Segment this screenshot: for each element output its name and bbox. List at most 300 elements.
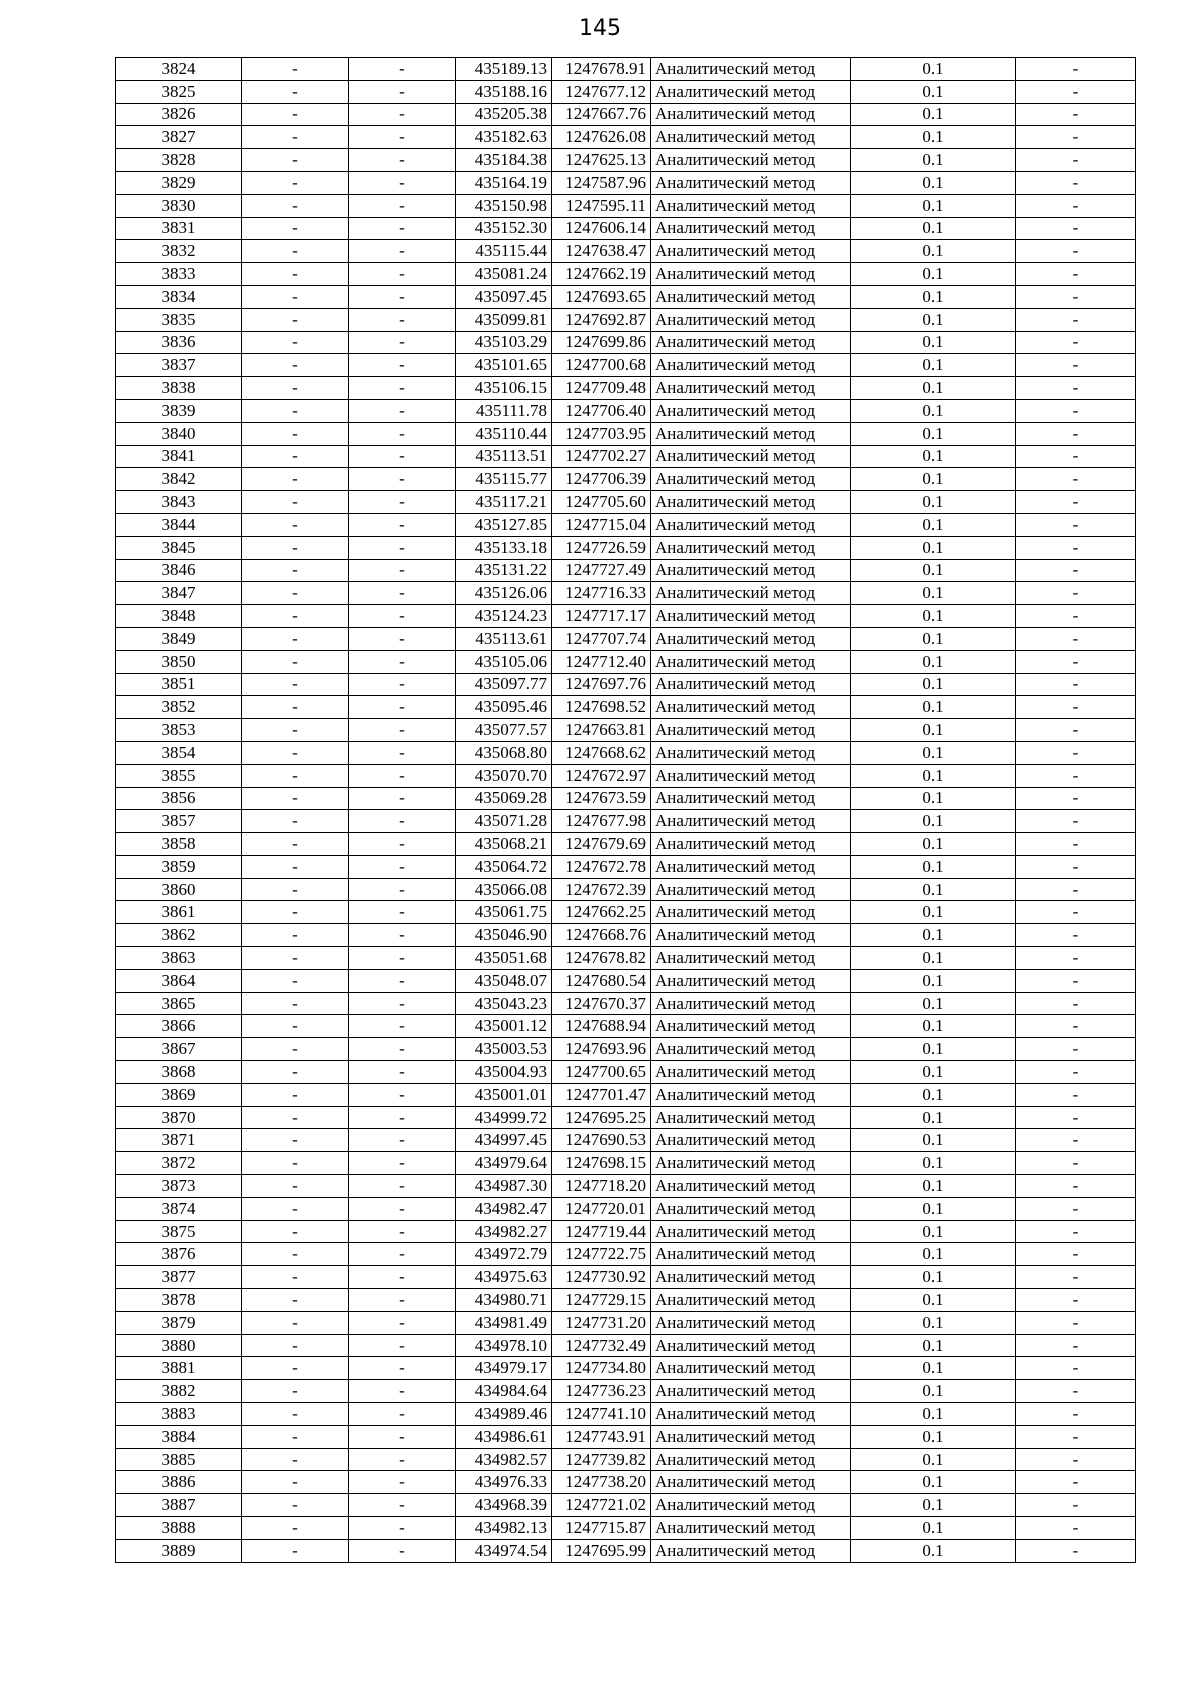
point-number-cell: 3864 — [116, 969, 242, 992]
table-row — [116, 605, 1136, 628]
empty-cell-a: - — [242, 696, 349, 719]
x-coordinate-cell: 434982.47 — [456, 1197, 552, 1220]
empty-cell-b: - — [349, 1243, 456, 1266]
x-coordinate-cell: 435001.12 — [456, 1015, 552, 1038]
method-cell: Аналитический метод — [651, 1106, 851, 1129]
empty-cell-a: - — [242, 149, 349, 172]
empty-cell-b: - — [349, 1061, 456, 1084]
empty-cell-c: - — [1016, 1539, 1136, 1562]
empty-cell-a: - — [242, 1106, 349, 1129]
empty-cell-a: - — [242, 1494, 349, 1517]
y-coordinate-cell: 1247693.65 — [552, 285, 651, 308]
method-cell: Аналитический метод — [651, 1175, 851, 1198]
point-number-cell: 3873 — [116, 1175, 242, 1198]
y-coordinate-cell: 1247695.25 — [552, 1106, 651, 1129]
table-row — [116, 1243, 1136, 1266]
empty-cell-b: - — [349, 354, 456, 377]
method-cell: Аналитический метод — [651, 1197, 851, 1220]
accuracy-cell: 0.1 — [851, 126, 1016, 149]
point-number-cell: 3883 — [116, 1403, 242, 1426]
x-coordinate-cell: 435106.15 — [456, 377, 552, 400]
point-number-cell: 3862 — [116, 924, 242, 947]
method-cell: Аналитический метод — [651, 217, 851, 240]
y-coordinate-cell: 1247679.69 — [552, 833, 651, 856]
empty-cell-c: - — [1016, 1106, 1136, 1129]
empty-cell-c: - — [1016, 308, 1136, 331]
empty-cell-a: - — [242, 673, 349, 696]
table-row — [116, 1494, 1136, 1517]
empty-cell-b: - — [349, 1083, 456, 1106]
empty-cell-c: - — [1016, 536, 1136, 559]
method-cell: Аналитический метод — [651, 422, 851, 445]
empty-cell-a: - — [242, 810, 349, 833]
empty-cell-b: - — [349, 422, 456, 445]
empty-cell-c: - — [1016, 1311, 1136, 1334]
empty-cell-b: - — [349, 468, 456, 491]
table-row — [116, 1311, 1136, 1334]
method-cell: Аналитический метод — [651, 103, 851, 126]
point-number-cell: 3858 — [116, 833, 242, 856]
empty-cell-b: - — [349, 787, 456, 810]
point-number-cell: 3837 — [116, 354, 242, 377]
empty-cell-c: - — [1016, 969, 1136, 992]
x-coordinate-cell: 435069.28 — [456, 787, 552, 810]
table-row — [116, 1266, 1136, 1289]
y-coordinate-cell: 1247732.49 — [552, 1334, 651, 1357]
empty-cell-a: - — [242, 536, 349, 559]
empty-cell-a: - — [242, 1015, 349, 1038]
empty-cell-c: - — [1016, 947, 1136, 970]
point-number-cell: 3874 — [116, 1197, 242, 1220]
point-number-cell: 3872 — [116, 1152, 242, 1175]
y-coordinate-cell: 1247706.40 — [552, 399, 651, 422]
empty-cell-a: - — [242, 1403, 349, 1426]
empty-cell-b: - — [349, 1038, 456, 1061]
x-coordinate-cell: 435061.75 — [456, 901, 552, 924]
empty-cell-c: - — [1016, 1061, 1136, 1084]
x-coordinate-cell: 434975.63 — [456, 1266, 552, 1289]
y-coordinate-cell: 1247688.94 — [552, 1015, 651, 1038]
accuracy-cell: 0.1 — [851, 171, 1016, 194]
empty-cell-b: - — [349, 1357, 456, 1380]
table-row — [116, 58, 1136, 81]
table-row — [116, 833, 1136, 856]
y-coordinate-cell: 1247697.76 — [552, 673, 651, 696]
empty-cell-b: - — [349, 1425, 456, 1448]
table-row — [116, 969, 1136, 992]
empty-cell-c: - — [1016, 1015, 1136, 1038]
point-number-cell: 3884 — [116, 1425, 242, 1448]
method-cell: Аналитический метод — [651, 901, 851, 924]
x-coordinate-cell: 434979.64 — [456, 1152, 552, 1175]
empty-cell-c: - — [1016, 263, 1136, 286]
y-coordinate-cell: 1247743.91 — [552, 1425, 651, 1448]
empty-cell-c: - — [1016, 1220, 1136, 1243]
method-cell: Аналитический метод — [651, 1083, 851, 1106]
empty-cell-a: - — [242, 422, 349, 445]
point-number-cell: 3853 — [116, 719, 242, 742]
point-number-cell: 3855 — [116, 764, 242, 787]
empty-cell-c: - — [1016, 1403, 1136, 1426]
empty-cell-c: - — [1016, 422, 1136, 445]
empty-cell-b: - — [349, 719, 456, 742]
y-coordinate-cell: 1247700.68 — [552, 354, 651, 377]
table-row — [116, 582, 1136, 605]
empty-cell-a: - — [242, 240, 349, 263]
point-number-cell: 3888 — [116, 1517, 242, 1540]
x-coordinate-cell: 435124.23 — [456, 605, 552, 628]
y-coordinate-cell: 1247698.52 — [552, 696, 651, 719]
empty-cell-b: - — [349, 1266, 456, 1289]
empty-cell-b: - — [349, 855, 456, 878]
accuracy-cell: 0.1 — [851, 58, 1016, 81]
table-row — [116, 422, 1136, 445]
y-coordinate-cell: 1247677.98 — [552, 810, 651, 833]
empty-cell-c: - — [1016, 194, 1136, 217]
x-coordinate-cell: 435164.19 — [456, 171, 552, 194]
empty-cell-a: - — [242, 969, 349, 992]
point-number-cell: 3836 — [116, 331, 242, 354]
empty-cell-a: - — [242, 399, 349, 422]
point-number-cell: 3839 — [116, 399, 242, 422]
table-row — [116, 536, 1136, 559]
point-number-cell: 3877 — [116, 1266, 242, 1289]
y-coordinate-cell: 1247739.82 — [552, 1448, 651, 1471]
point-number-cell: 3860 — [116, 878, 242, 901]
empty-cell-a: - — [242, 171, 349, 194]
method-cell: Аналитический метод — [651, 1038, 851, 1061]
empty-cell-c: - — [1016, 1197, 1136, 1220]
method-cell: Аналитический метод — [651, 240, 851, 263]
x-coordinate-cell: 434972.79 — [456, 1243, 552, 1266]
x-coordinate-cell: 435001.01 — [456, 1083, 552, 1106]
point-number-cell: 3859 — [116, 855, 242, 878]
empty-cell-b: - — [349, 491, 456, 514]
x-coordinate-cell: 435068.80 — [456, 741, 552, 764]
accuracy-cell: 0.1 — [851, 194, 1016, 217]
accuracy-cell: 0.1 — [851, 240, 1016, 263]
empty-cell-b: - — [349, 1129, 456, 1152]
empty-cell-c: - — [1016, 445, 1136, 468]
method-cell: Аналитический метод — [651, 285, 851, 308]
empty-cell-c: - — [1016, 582, 1136, 605]
empty-cell-a: - — [242, 741, 349, 764]
y-coordinate-cell: 1247706.39 — [552, 468, 651, 491]
method-cell: Аналитический метод — [651, 1517, 851, 1540]
x-coordinate-cell: 434979.17 — [456, 1357, 552, 1380]
method-cell: Аналитический метод — [651, 969, 851, 992]
empty-cell-b: - — [349, 673, 456, 696]
table-row — [116, 741, 1136, 764]
accuracy-cell: 0.1 — [851, 377, 1016, 400]
empty-cell-a: - — [242, 1334, 349, 1357]
table-row — [116, 947, 1136, 970]
empty-cell-b: - — [349, 947, 456, 970]
empty-cell-c: - — [1016, 1175, 1136, 1198]
empty-cell-b: - — [349, 1175, 456, 1198]
empty-cell-c: - — [1016, 240, 1136, 263]
empty-cell-a: - — [242, 559, 349, 582]
y-coordinate-cell: 1247715.04 — [552, 513, 651, 536]
accuracy-cell: 0.1 — [851, 901, 1016, 924]
empty-cell-b: - — [349, 171, 456, 194]
y-coordinate-cell: 1247734.80 — [552, 1357, 651, 1380]
point-number-cell: 3833 — [116, 263, 242, 286]
y-coordinate-cell: 1247718.20 — [552, 1175, 651, 1198]
point-number-cell: 3845 — [116, 536, 242, 559]
table-row — [116, 194, 1136, 217]
y-coordinate-cell: 1247677.12 — [552, 80, 651, 103]
table-row — [116, 399, 1136, 422]
method-cell: Аналитический метод — [651, 764, 851, 787]
empty-cell-a: - — [242, 103, 349, 126]
empty-cell-c: - — [1016, 719, 1136, 742]
method-cell: Аналитический метод — [651, 1289, 851, 1312]
x-coordinate-cell: 435105.06 — [456, 650, 552, 673]
method-cell: Аналитический метод — [651, 741, 851, 764]
table-row — [116, 878, 1136, 901]
point-number-cell: 3838 — [116, 377, 242, 400]
method-cell: Аналитический метод — [651, 194, 851, 217]
y-coordinate-cell: 1247700.65 — [552, 1061, 651, 1084]
empty-cell-a: - — [242, 80, 349, 103]
accuracy-cell: 0.1 — [851, 217, 1016, 240]
table-row — [116, 992, 1136, 1015]
empty-cell-a: - — [242, 1061, 349, 1084]
method-cell: Аналитический метод — [651, 878, 851, 901]
empty-cell-b: - — [349, 377, 456, 400]
table-row — [116, 445, 1136, 468]
empty-cell-a: - — [242, 263, 349, 286]
point-number-cell: 3835 — [116, 308, 242, 331]
table-body — [116, 58, 1136, 1563]
accuracy-cell: 0.1 — [851, 1083, 1016, 1106]
method-cell: Аналитический метод — [651, 833, 851, 856]
accuracy-cell: 0.1 — [851, 491, 1016, 514]
accuracy-cell: 0.1 — [851, 605, 1016, 628]
method-cell: Аналитический метод — [651, 126, 851, 149]
x-coordinate-cell: 435097.77 — [456, 673, 552, 696]
y-coordinate-cell: 1247705.60 — [552, 491, 651, 514]
y-coordinate-cell: 1247695.99 — [552, 1539, 651, 1562]
y-coordinate-cell: 1247701.47 — [552, 1083, 651, 1106]
empty-cell-b: - — [349, 1197, 456, 1220]
accuracy-cell: 0.1 — [851, 1334, 1016, 1357]
table-row — [116, 1403, 1136, 1426]
empty-cell-b: - — [349, 1289, 456, 1312]
y-coordinate-cell: 1247662.19 — [552, 263, 651, 286]
x-coordinate-cell: 435071.28 — [456, 810, 552, 833]
y-coordinate-cell: 1247672.97 — [552, 764, 651, 787]
x-coordinate-cell: 435111.78 — [456, 399, 552, 422]
empty-cell-a: - — [242, 58, 349, 81]
coordinates-table — [115, 57, 1136, 1563]
x-coordinate-cell: 435152.30 — [456, 217, 552, 240]
method-cell: Аналитический метод — [651, 1448, 851, 1471]
point-number-cell: 3866 — [116, 1015, 242, 1038]
point-number-cell: 3871 — [116, 1129, 242, 1152]
x-coordinate-cell: 435064.72 — [456, 855, 552, 878]
method-cell: Аналитический метод — [651, 491, 851, 514]
y-coordinate-cell: 1247698.15 — [552, 1152, 651, 1175]
x-coordinate-cell: 435097.45 — [456, 285, 552, 308]
x-coordinate-cell: 435133.18 — [456, 536, 552, 559]
empty-cell-b: - — [349, 901, 456, 924]
accuracy-cell: 0.1 — [851, 673, 1016, 696]
y-coordinate-cell: 1247730.92 — [552, 1266, 651, 1289]
y-coordinate-cell: 1247703.95 — [552, 422, 651, 445]
point-number-cell: 3841 — [116, 445, 242, 468]
y-coordinate-cell: 1247663.81 — [552, 719, 651, 742]
y-coordinate-cell: 1247709.48 — [552, 377, 651, 400]
empty-cell-b: - — [349, 263, 456, 286]
x-coordinate-cell: 435101.65 — [456, 354, 552, 377]
x-coordinate-cell: 435095.46 — [456, 696, 552, 719]
empty-cell-c: - — [1016, 833, 1136, 856]
empty-cell-c: - — [1016, 149, 1136, 172]
table-row — [116, 855, 1136, 878]
y-coordinate-cell: 1247720.01 — [552, 1197, 651, 1220]
empty-cell-a: - — [242, 1083, 349, 1106]
x-coordinate-cell: 434981.49 — [456, 1311, 552, 1334]
accuracy-cell: 0.1 — [851, 1106, 1016, 1129]
accuracy-cell: 0.1 — [851, 1539, 1016, 1562]
empty-cell-b: - — [349, 536, 456, 559]
x-coordinate-cell: 435188.16 — [456, 80, 552, 103]
empty-cell-b: - — [349, 810, 456, 833]
table-row — [116, 719, 1136, 742]
empty-cell-a: - — [242, 285, 349, 308]
accuracy-cell: 0.1 — [851, 741, 1016, 764]
point-number-cell: 3867 — [116, 1038, 242, 1061]
point-number-cell: 3846 — [116, 559, 242, 582]
method-cell: Аналитический метод — [651, 1403, 851, 1426]
empty-cell-b: - — [349, 194, 456, 217]
empty-cell-a: - — [242, 719, 349, 742]
table-row — [116, 1539, 1136, 1562]
x-coordinate-cell: 434982.13 — [456, 1517, 552, 1540]
x-coordinate-cell: 434999.72 — [456, 1106, 552, 1129]
x-coordinate-cell: 434982.27 — [456, 1220, 552, 1243]
table-row — [116, 787, 1136, 810]
empty-cell-a: - — [242, 833, 349, 856]
x-coordinate-cell: 435184.38 — [456, 149, 552, 172]
empty-cell-b: - — [349, 878, 456, 901]
empty-cell-c: - — [1016, 1334, 1136, 1357]
table-row — [116, 1471, 1136, 1494]
method-cell: Аналитический метод — [651, 354, 851, 377]
empty-cell-a: - — [242, 377, 349, 400]
method-cell: Аналитический метод — [651, 673, 851, 696]
table-row — [116, 240, 1136, 263]
x-coordinate-cell: 434978.10 — [456, 1334, 552, 1357]
table-row — [116, 1357, 1136, 1380]
y-coordinate-cell: 1247626.08 — [552, 126, 651, 149]
empty-cell-c: - — [1016, 787, 1136, 810]
y-coordinate-cell: 1247727.49 — [552, 559, 651, 582]
accuracy-cell: 0.1 — [851, 1015, 1016, 1038]
empty-cell-b: - — [349, 103, 456, 126]
point-number-cell: 3829 — [116, 171, 242, 194]
x-coordinate-cell: 435066.08 — [456, 878, 552, 901]
table-row — [116, 1425, 1136, 1448]
empty-cell-a: - — [242, 1129, 349, 1152]
y-coordinate-cell: 1247692.87 — [552, 308, 651, 331]
point-number-cell: 3824 — [116, 58, 242, 81]
empty-cell-c: - — [1016, 1425, 1136, 1448]
empty-cell-b: - — [349, 80, 456, 103]
x-coordinate-cell: 435051.68 — [456, 947, 552, 970]
empty-cell-c: - — [1016, 1243, 1136, 1266]
method-cell: Аналитический метод — [651, 1152, 851, 1175]
empty-cell-c: - — [1016, 627, 1136, 650]
table-row — [116, 377, 1136, 400]
empty-cell-c: - — [1016, 399, 1136, 422]
table-row — [116, 80, 1136, 103]
empty-cell-b: - — [349, 1220, 456, 1243]
x-coordinate-cell: 435077.57 — [456, 719, 552, 742]
accuracy-cell: 0.1 — [851, 1197, 1016, 1220]
method-cell: Аналитический метод — [651, 719, 851, 742]
empty-cell-c: - — [1016, 741, 1136, 764]
empty-cell-c: - — [1016, 1357, 1136, 1380]
empty-cell-a: - — [242, 650, 349, 673]
y-coordinate-cell: 1247668.76 — [552, 924, 651, 947]
accuracy-cell: 0.1 — [851, 263, 1016, 286]
point-number-cell: 3878 — [116, 1289, 242, 1312]
method-cell: Аналитический метод — [651, 1129, 851, 1152]
empty-cell-c: - — [1016, 1494, 1136, 1517]
empty-cell-a: - — [242, 787, 349, 810]
x-coordinate-cell: 435127.85 — [456, 513, 552, 536]
y-coordinate-cell: 1247668.62 — [552, 741, 651, 764]
y-coordinate-cell: 1247678.82 — [552, 947, 651, 970]
accuracy-cell: 0.1 — [851, 149, 1016, 172]
accuracy-cell: 0.1 — [851, 947, 1016, 970]
y-coordinate-cell: 1247712.40 — [552, 650, 651, 673]
table-row — [116, 171, 1136, 194]
empty-cell-b: - — [349, 992, 456, 1015]
empty-cell-a: - — [242, 1038, 349, 1061]
x-coordinate-cell: 435110.44 — [456, 422, 552, 445]
table-row — [116, 1380, 1136, 1403]
empty-cell-b: - — [349, 1471, 456, 1494]
x-coordinate-cell: 435126.06 — [456, 582, 552, 605]
empty-cell-c: - — [1016, 1083, 1136, 1106]
accuracy-cell: 0.1 — [851, 1289, 1016, 1312]
empty-cell-c: - — [1016, 513, 1136, 536]
empty-cell-b: - — [349, 240, 456, 263]
point-number-cell: 3825 — [116, 80, 242, 103]
empty-cell-a: - — [242, 855, 349, 878]
y-coordinate-cell: 1247667.76 — [552, 103, 651, 126]
empty-cell-c: - — [1016, 1038, 1136, 1061]
empty-cell-a: - — [242, 1311, 349, 1334]
x-coordinate-cell: 435189.13 — [456, 58, 552, 81]
point-number-cell: 3857 — [116, 810, 242, 833]
empty-cell-b: - — [349, 1539, 456, 1562]
table-row — [116, 559, 1136, 582]
accuracy-cell: 0.1 — [851, 650, 1016, 673]
empty-cell-b: - — [349, 1448, 456, 1471]
accuracy-cell: 0.1 — [851, 1311, 1016, 1334]
y-coordinate-cell: 1247672.39 — [552, 878, 651, 901]
method-cell: Аналитический метод — [651, 1425, 851, 1448]
x-coordinate-cell: 434984.64 — [456, 1380, 552, 1403]
table-row — [116, 696, 1136, 719]
accuracy-cell: 0.1 — [851, 80, 1016, 103]
method-cell: Аналитический метод — [651, 331, 851, 354]
